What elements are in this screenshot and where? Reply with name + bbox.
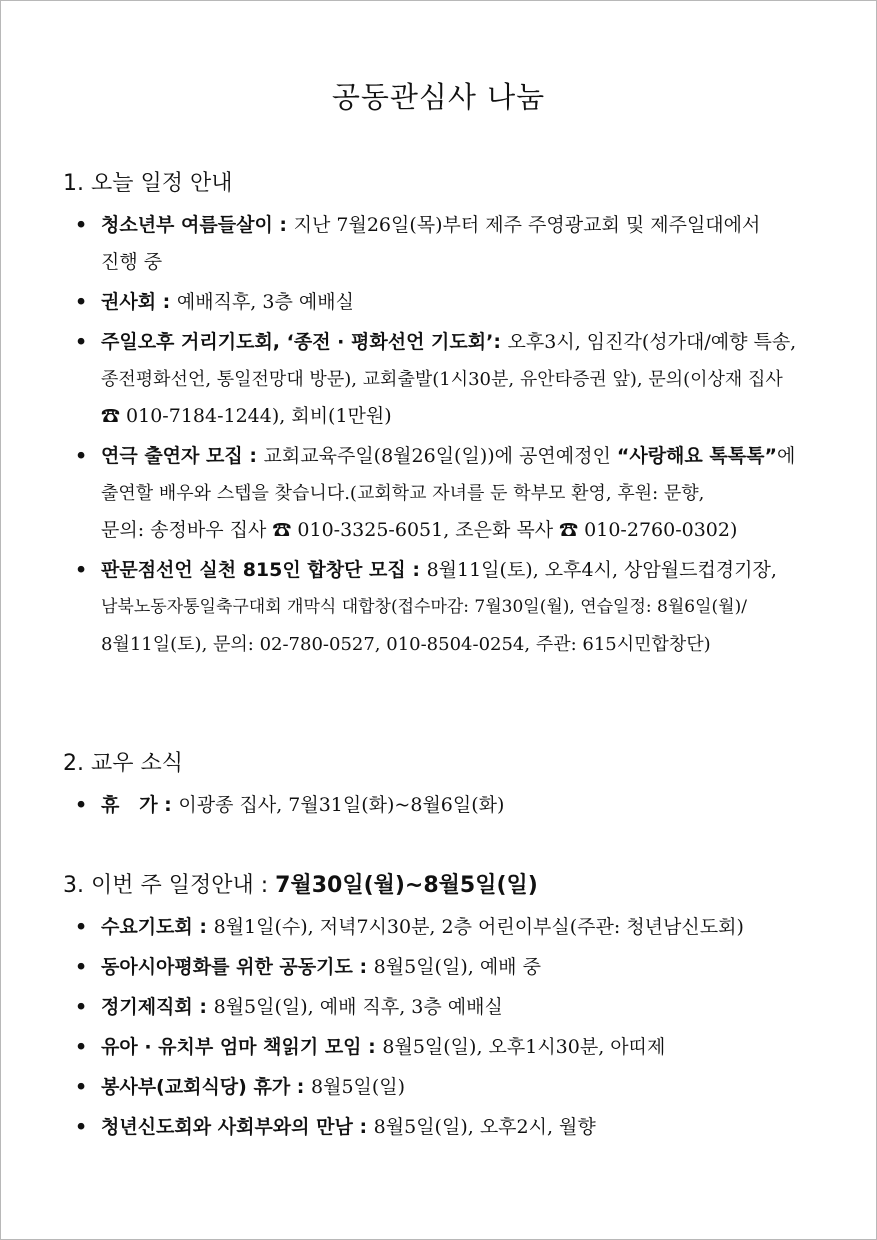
- list-item: [63, 324, 823, 435]
- item-text: 남북노동자통일축구대회 개막식 대합창(접수마감: 7월30일(월), 연습일정: 8월6일(월)/: [101, 597, 747, 617]
- bullet-icon: •: [75, 1036, 88, 1058]
- item-text: 지난 7월26일(목)부터 제주 주영광교회 및 제주일대에서: [293, 214, 761, 236]
- play-title: “사랑해요 톡톡톡”: [616, 445, 777, 467]
- section-heading: 2. 교우 소식: [63, 751, 183, 776]
- item-text: 에: [776, 445, 796, 467]
- item-text: 예배직후, 3층 예배실: [176, 291, 354, 313]
- bullet-icon: •: [75, 916, 88, 938]
- item-separator: :: [352, 1116, 374, 1138]
- page-title: 공동관심사 나눔: [331, 80, 546, 114]
- item-label: 수요기도회: [101, 916, 193, 938]
- list-item: [63, 787, 823, 824]
- item-text: 오후3시, 임진각(성가대/예향 특송,: [507, 331, 797, 353]
- bullet-icon: •: [75, 1076, 88, 1098]
- item-text: 8월5일(일), 예배 직후, 3층 예배실: [213, 996, 503, 1018]
- item-text: 출연할 배우와 스텝을 찾습니다.(교회학교 자녀를 둔 학부모 환영, 후원: 문향,: [101, 483, 705, 504]
- section-heading-dates: 7월30일(월)~8월5일(일): [275, 873, 538, 898]
- item-text: 문의: 송정바우 집사 ☎ 010-3325-6051, 조은화 목사 ☎ 010-2760-0302): [101, 519, 738, 541]
- item-label: 봉사부(교회식당) 휴가: [101, 1076, 291, 1098]
- list-item: [63, 284, 823, 321]
- bullet-icon: •: [75, 559, 88, 581]
- item-text: 8월11일(토), 문의: 02-780-0527, 010-8504-0254, 주관: 615시민합창단): [101, 634, 711, 655]
- item-label: 청년신도회와 사회부와의 만남: [101, 1116, 353, 1138]
- item-separator: :: [272, 214, 294, 236]
- item-text: 8월11일(토), 오후4시, 상암월드컵경기장,: [426, 559, 777, 581]
- bullet-icon: •: [75, 291, 88, 313]
- item-text: 이광종 집사, 7월31일(화)~8월6일(화): [178, 794, 505, 816]
- section-member-news: [63, 747, 823, 827]
- item-list: [63, 207, 823, 663]
- section-weekly-schedule: [63, 869, 823, 1149]
- item-separator: :: [156, 291, 177, 313]
- bullet-icon: •: [75, 1116, 88, 1138]
- list-item: [63, 438, 823, 549]
- item-label: 정기제직회: [101, 996, 193, 1018]
- list-item: [63, 1069, 823, 1106]
- item-separator: :: [192, 996, 214, 1018]
- item-text: 진행 중: [101, 251, 163, 273]
- bullet-icon: •: [75, 956, 88, 978]
- bullet-icon: •: [75, 996, 88, 1018]
- item-separator: :: [157, 794, 179, 816]
- item-text: 교회교육주일(8월26일(일))에 공연예정인: [263, 445, 617, 467]
- list-item: [63, 949, 823, 986]
- list-item: [63, 552, 823, 663]
- item-text: 8월5일(일): [311, 1076, 406, 1098]
- item-separator: :: [493, 331, 508, 353]
- item-label: 휴 가: [101, 794, 158, 816]
- item-label: 주일오후 거리기도회, ‘종전 · 평화선언 기도회’: [101, 331, 494, 353]
- item-text: 8월5일(일), 예배 중: [373, 956, 541, 978]
- item-separator: :: [361, 1036, 383, 1058]
- list-item: [63, 909, 823, 946]
- list-item: [63, 1029, 823, 1066]
- item-label: 판문점선언 실천 815인 합창단 모집: [101, 559, 406, 581]
- list-item: [63, 207, 823, 281]
- item-text: ☎ 010-7184-1244), 회비(1만원): [101, 405, 392, 427]
- list-item: [63, 1109, 823, 1146]
- item-separator: :: [352, 956, 374, 978]
- item-separator: :: [192, 916, 214, 938]
- item-text: 종전평화선언, 통일전망대 방문), 교회출발(1시30분, 유안타증권 앞), 문의(이상재 집사: [101, 369, 783, 390]
- item-separator: :: [405, 559, 427, 581]
- item-separator: :: [290, 1076, 311, 1098]
- item-list: [63, 787, 823, 824]
- item-label: 청소년부 여름들살이: [101, 214, 273, 236]
- item-label: 권사회: [101, 291, 157, 313]
- bullet-icon: •: [75, 331, 88, 353]
- item-label: 유아 · 유치부 엄마 책읽기 모임: [101, 1036, 362, 1058]
- item-text: 8월1일(수), 저녁7시30분, 2층 어린이부실(주관: 청년남신도회): [213, 916, 744, 938]
- section-today-schedule: [63, 167, 823, 666]
- bullet-icon: •: [75, 445, 88, 467]
- item-text: 8월5일(일), 오후2시, 월향: [373, 1116, 596, 1138]
- bullet-icon: •: [75, 794, 88, 816]
- section-heading: 1. 오늘 일정 안내: [63, 171, 233, 196]
- item-separator: :: [242, 445, 264, 467]
- section-heading: 3. 이번 주 일정안내 :: [63, 873, 276, 898]
- item-list: [63, 909, 823, 1146]
- item-label: 연극 출연자 모집: [101, 445, 243, 467]
- bullet-icon: •: [75, 214, 88, 236]
- list-item: [63, 989, 823, 1026]
- item-label: 동아시아평화를 위한 공동기도: [101, 956, 353, 978]
- item-text: 8월5일(일), 오후1시30분, 아띠제: [382, 1036, 666, 1058]
